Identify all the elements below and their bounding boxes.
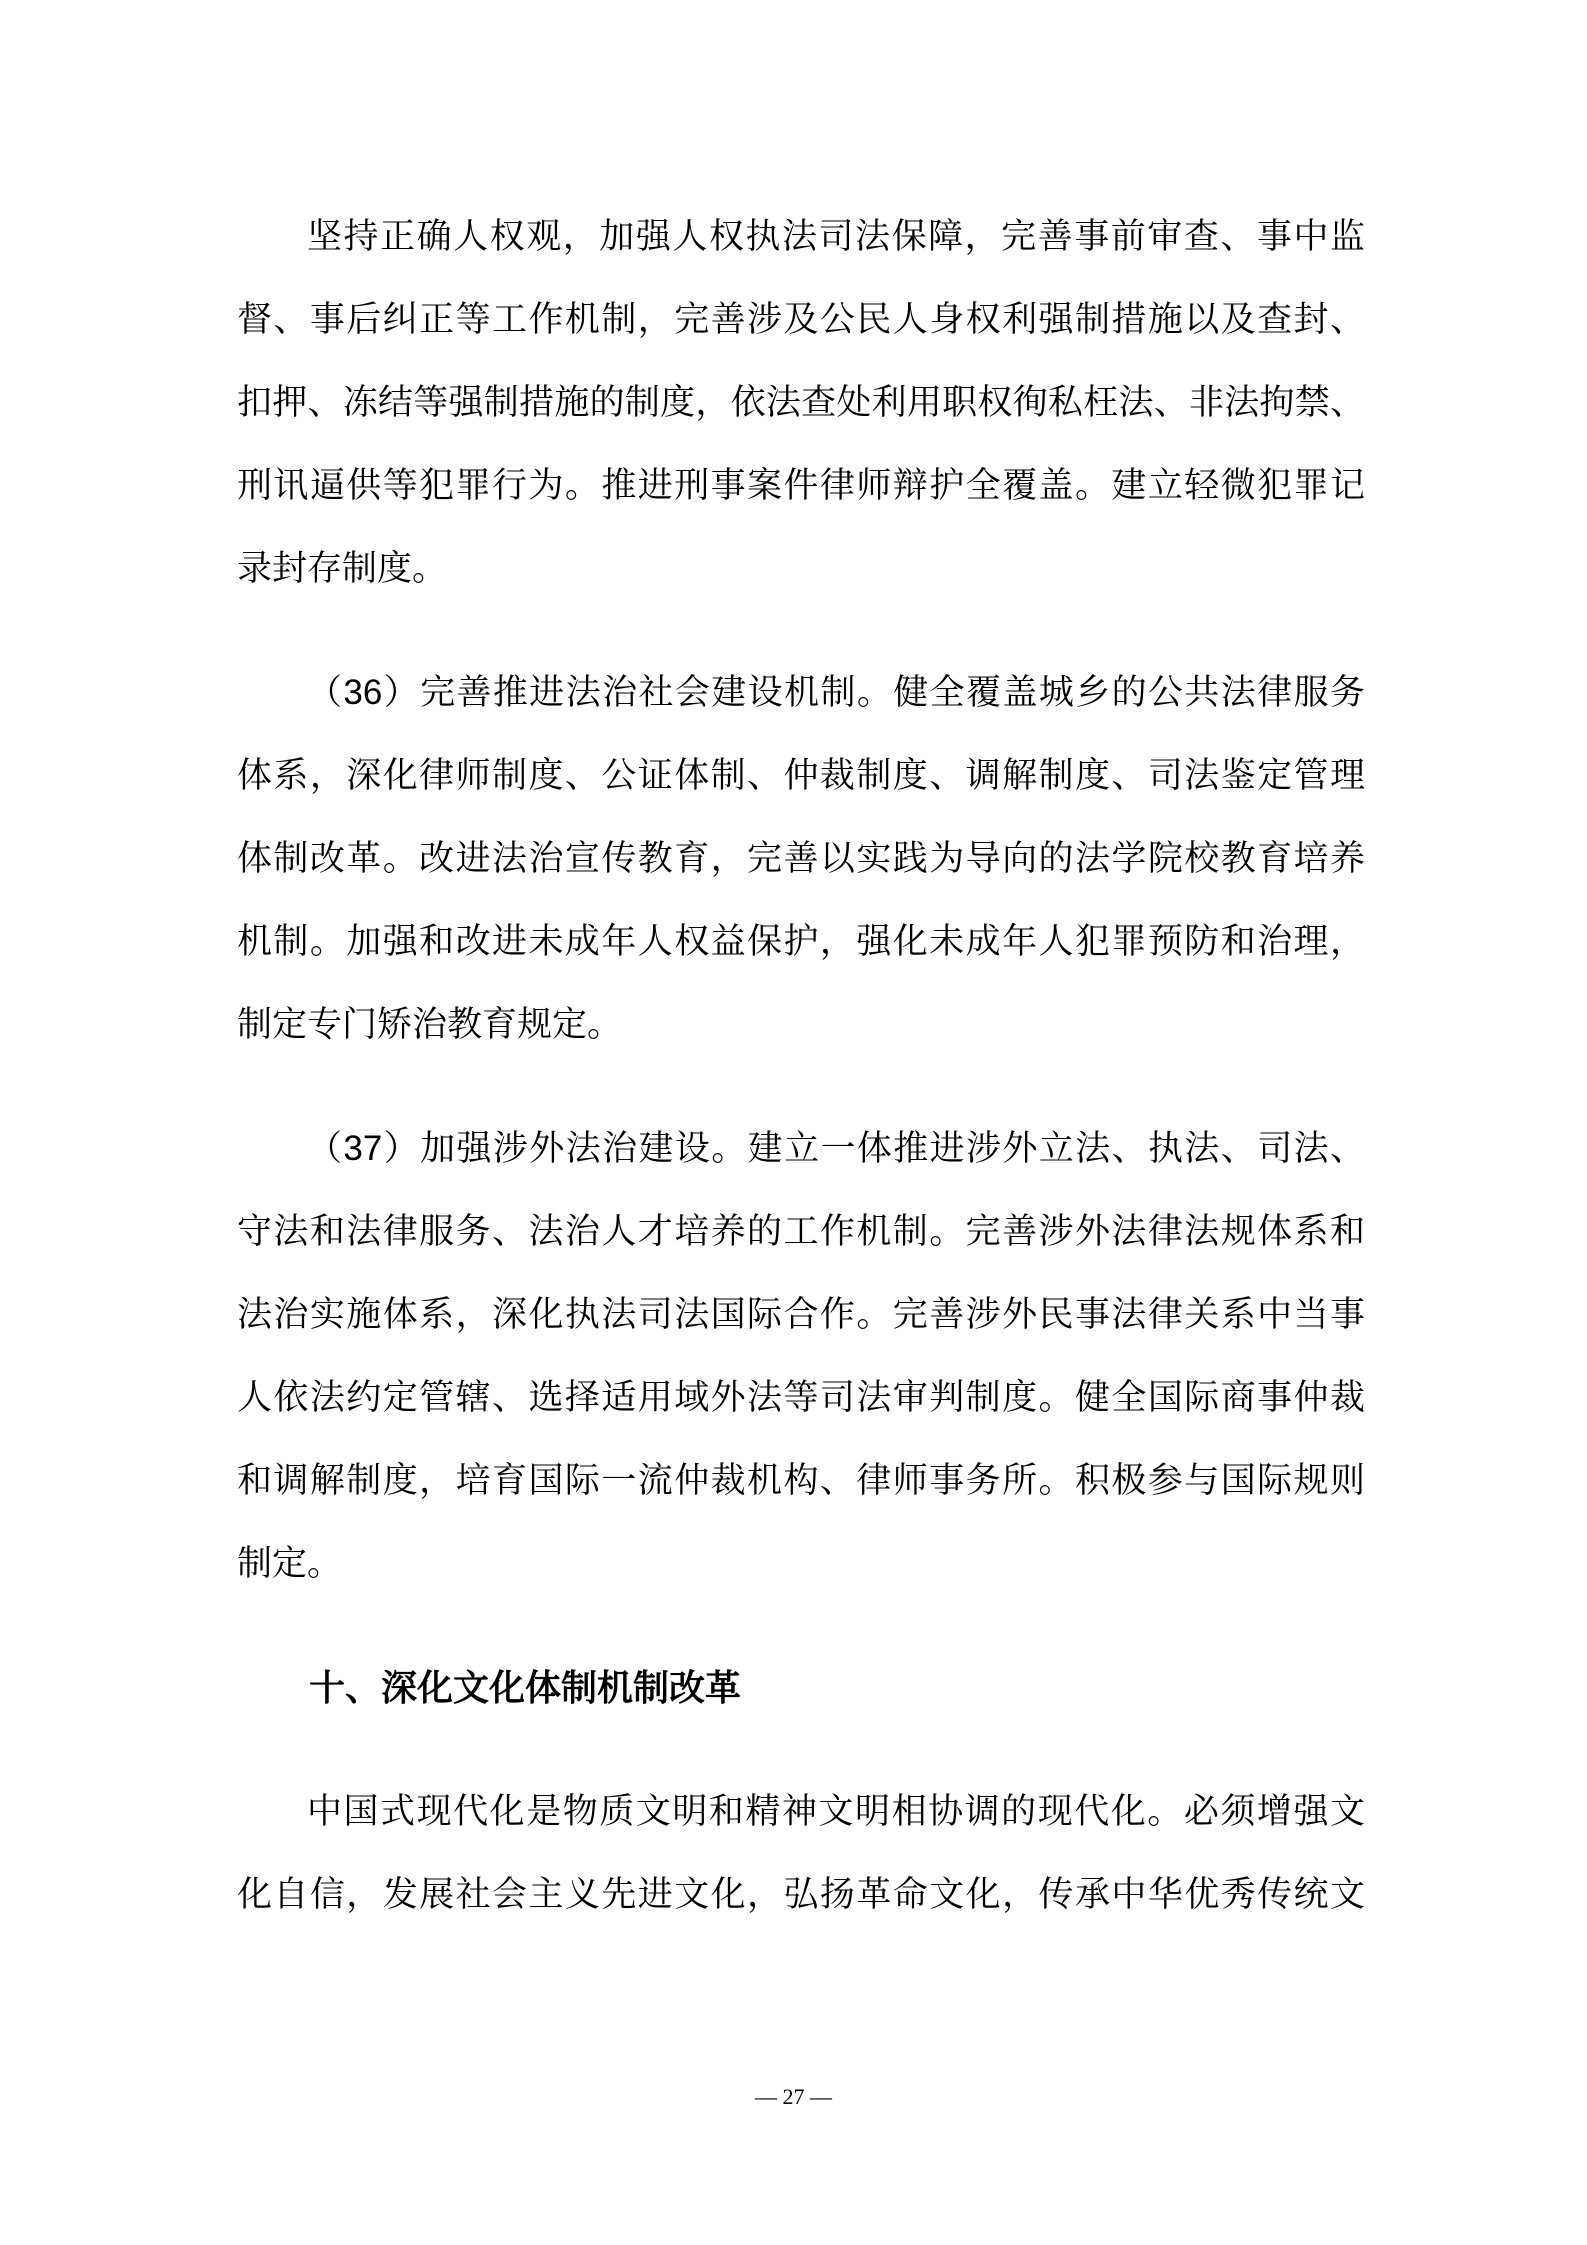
text-line: （37）加强涉外法治建设。建立一体推进涉外立法、执法、司法、: [307, 1129, 1365, 1168]
text-line: 制定专门矫治教育规定。: [237, 1005, 623, 1044]
text-line: 法治实施体系，深化执法司法国际合作。完善涉外民事法律关系中当事: [237, 1295, 1365, 1334]
text-line: 刑讯逼供等犯罪行为。推进刑事案件律师辩护全覆盖。建立轻微犯罪记: [237, 466, 1365, 505]
body-paragraph: [237, 195, 1365, 610]
text-line: 中国式现代化是物质文明和精神文明相协调的现代化。必须增强文: [307, 1792, 1365, 1831]
text-line: 体制改革。改进法治宣传教育，完善以实践为导向的法学院校教育培养: [237, 839, 1365, 878]
content-area: [237, 195, 1365, 1977]
text-line: 制定。: [237, 1544, 343, 1583]
text-line: 十、深化文化体制机制改革: [309, 1667, 742, 1708]
text-line: 体系，深化律师制度、公证体制、仲裁制度、调解制度、司法鉴定管理: [237, 756, 1365, 795]
text-line: 机制。加强和改进未成年人权益保护，强化未成年人犯罪预防和治理，: [237, 922, 1365, 961]
text-line: 督、事后纠正等工作机制，完善涉及公民人身权利强制措施以及查封、: [237, 300, 1365, 339]
text-line: 和调解制度，培育国际一流仲裁机构、律师事务所。积极参与国际规则: [237, 1461, 1365, 1500]
section-heading: [237, 1646, 1365, 1729]
text-line: 录封存制度。: [237, 549, 448, 588]
text-line: 化自信，发展社会主义先进文化，弘扬革命文化，传承中华优秀传统文: [237, 1875, 1365, 1914]
body-paragraph: [237, 651, 1365, 1066]
page-number: — 27 —: [755, 2084, 832, 2109]
body-paragraph: [237, 1107, 1365, 1605]
text-line: 扣押、冻结等强制措施的制度，依法查处利用职权徇私枉法、非法拘禁、: [237, 383, 1365, 422]
text-line: 坚持正确人权观，加强人权执法司法保障，完善事前审查、事中监: [307, 217, 1365, 256]
text-line: 守法和法律服务、法治人才培养的工作机制。完善涉外法律法规体系和: [237, 1212, 1365, 1251]
body-paragraph: [237, 1770, 1365, 1936]
text-line: 人依法约定管辖、选择适用域外法等司法审判制度。健全国际商事仲裁: [237, 1378, 1365, 1417]
text-line: （36）完善推进法治社会建设机制。健全覆盖城乡的公共法律服务: [307, 673, 1365, 712]
